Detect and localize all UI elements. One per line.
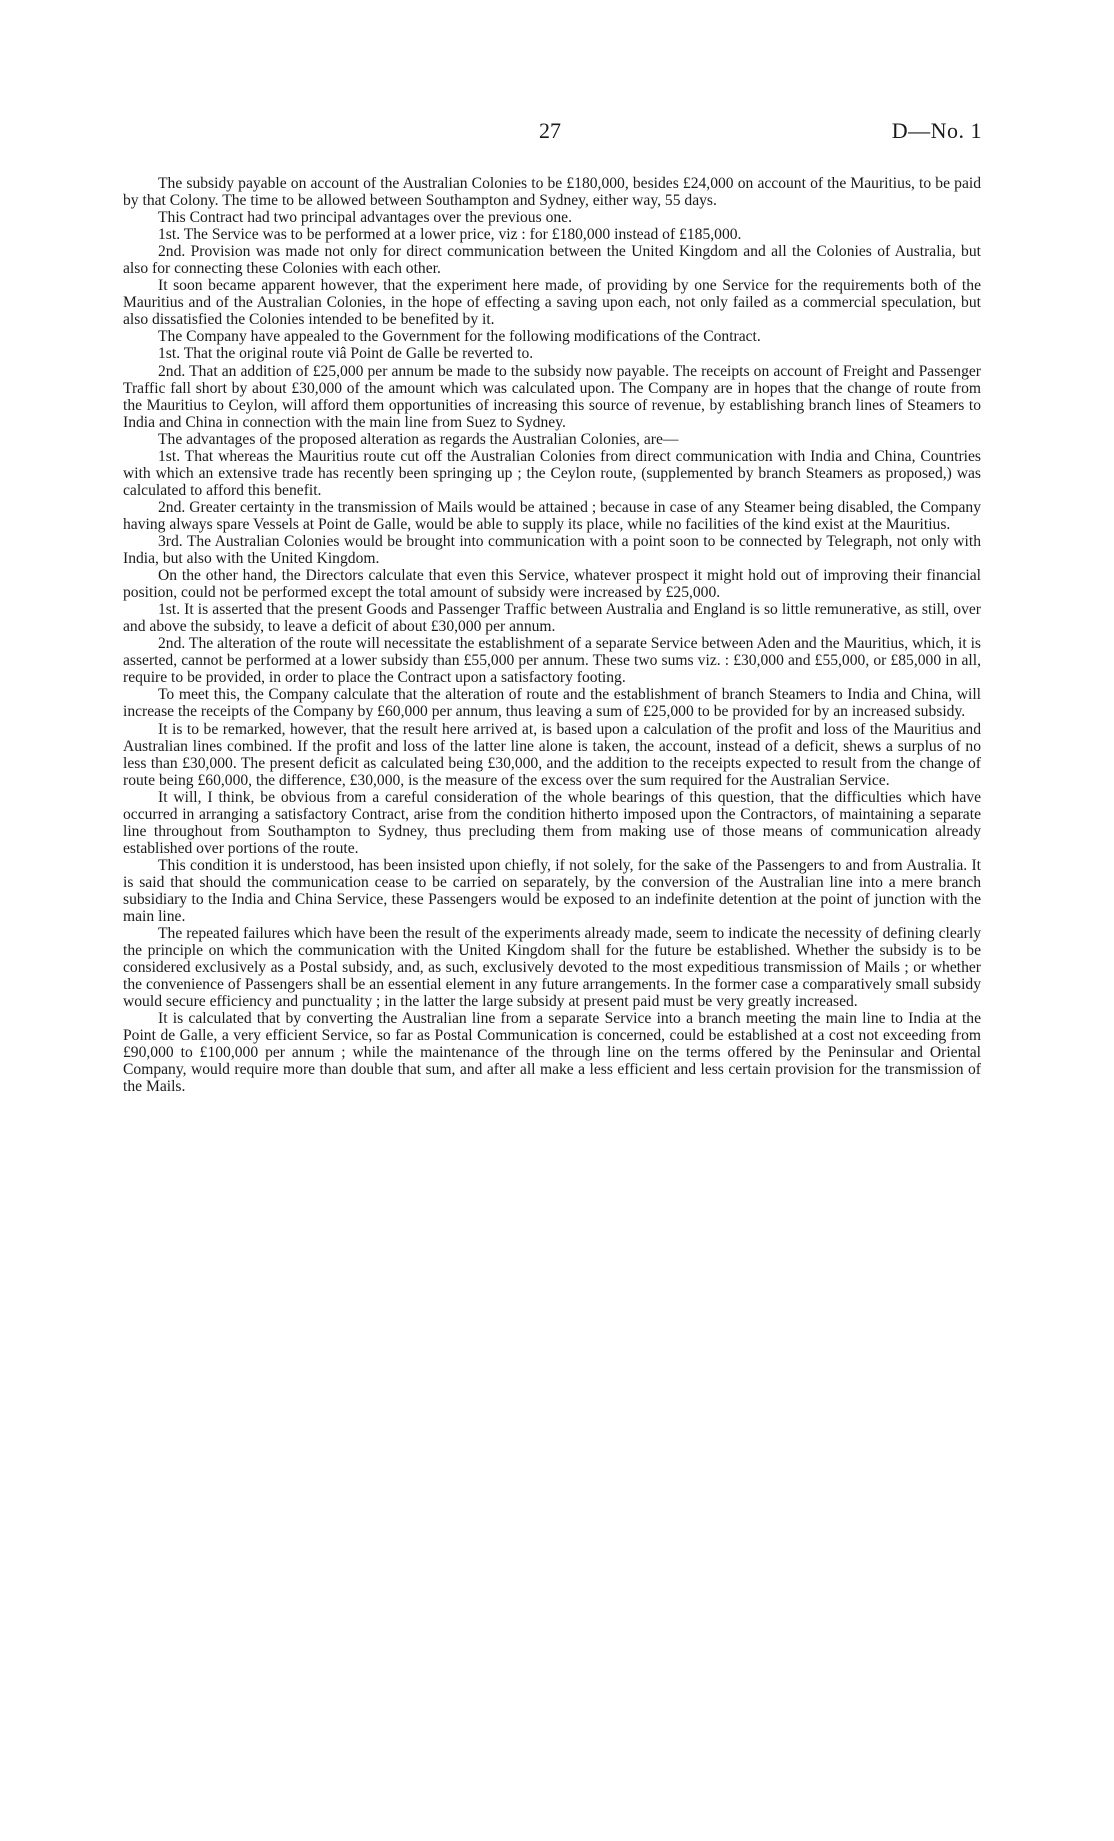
paragraph: 1st. That whereas the Mauritius route cut off the Australian Colonies from direct communication with India and China, Countries with which an extensive trade has recently been springing up ; the Ceylon route, (supplemented by branch Steamers as proposed,) was calculated to afford this benefit.: [123, 447, 981, 499]
page-header: [120, 118, 980, 150]
paragraph: It is to be remarked, however, that the result here arrived at, is based upon a calculation of the profit and loss of the Mauritius and Australian lines combined. If the profit and loss of the latter line alone is taken, the account, instead of a deficit, shews a surplus of no less than £30,000. The present deficit as calculated being £30,000, and the addition to the receipts expected to result from the change of route being £60,000, the difference, £30,000, is the measure of the excess over the sum required for the Australian Service.: [123, 720, 981, 789]
paragraph: It is calculated that by converting the Australian line from a separate Service into a branch meeting the main line to India at the Point de Galle, a very efficient Service, so far as Postal Communication is concerned, could be established at a cost not exceeding from £90,000 to £100,000 per annum ; while the maintenance of the through line on the terms offered by the Peninsular and Oriental Company, would require more than double that sum, and after all make a less efficient and less certain provision for the transmission of the Mails.: [123, 1010, 981, 1096]
page-number: 27: [539, 118, 561, 143]
document-body: [123, 175, 981, 1096]
paragraph: 1st. The Service was to be performed at a lower price, viz : for £180,000 instead of £185,000.: [158, 226, 742, 244]
paragraph: This condition it is understood, has been insisted upon chiefly, if not solely, for the sake of the Passengers to and from Australia. It is said that should the communication cease to be carried on separately, by the conversion of the Australian line into a mere branch subsidiary to the India and China Service, these Passengers would be exposed to an indefinite detention at the point of junction with the main line.: [123, 856, 981, 926]
paragraph: The Company have appealed to the Government for the following modifications of the Contract.: [158, 328, 761, 346]
paragraph: This Contract had two principal advantages over the previous one.: [158, 209, 572, 227]
paragraph: 1st. That the original route viâ Point de Galle be reverted to.: [158, 345, 534, 363]
paragraph: 2nd. Greater certainty in the transmission of Mails would be attained ; because in case of any Steamer being disabled, the Company having always spare Vessels at Point de Galle, would be able to supply its place, while no facilities of the kind exist at the Mauritius.: [123, 498, 981, 533]
paragraph: On the other hand, the Directors calculate that even this Service, whatever prospect it might hold out of improving their financial position, could not be performed except the total amount of subsidy were increased by £25,000.: [123, 567, 981, 602]
paragraph: The repeated failures which have been the result of the experiments already made, seem to indicate the necessity of defining clearly the principle on which the communication with the United Kingdom shall for the future be established. Whether the subsidy is to be considered exclusively as a Postal subsidy, and, as such, exclusively devoted to the most expeditious transmission of Mails ; or whether the convenience of Passengers shall be an essential element in any future arrangements. In the former case a comparatively small subsidy would secure efficiency and punctuality ; in the latter the large subsidy at present paid must be very greatly increased.: [123, 925, 981, 1011]
paragraph: 2nd. That an addition of £25,000 per annum be made to the subsidy now payable. The receipts on account of Freight and Passenger Traffic fall short by about £30,000 of the amount which was calculated upon. The Company are in hopes that the change of route from the Mauritius to Ceylon, will afford them opportunities of increasing this source of revenue, by establishing branch lines of Steamers to India and China in connection with the main line from Suez to Sydney.: [123, 362, 981, 431]
paragraph: 2nd. Provision was made not only for direct communication between the United Kingdom and all the Colonies of Australia, but also for connecting these Colonies with each other.: [123, 243, 981, 278]
paragraph: The subsidy payable on account of the Australian Colonies to be £180,000, besides £24,000 on account of the Mauritius, to be paid by that Colony. The time to be allowed between Southampton and Sydney, either way, 55 days.: [123, 175, 981, 210]
paragraph: It soon became apparent however, that the experiment here made, of providing by one Service for the requirements both of the Mauritius and of the Australian Colonies, in the hope of effecting a saving upon each, not only failed as a commercial speculation, but also dissatisfied the Colonies intended to be benefited by it.: [123, 277, 981, 329]
paragraph: 3rd. The Australian Colonies would be brought into communication with a point soon to be connected by Telegraph, not only with India, but also with the United Kingdom.: [123, 532, 981, 568]
document-reference: D—No. 1: [891, 118, 982, 143]
paragraph: It will, I think, be obvious from a careful consideration of the whole bearings of this question, that the difficulties which have occurred in arranging a satisfactory Contract, arise from the condition hitherto imposed upon the Contractors, of maintaining a separate line throughout from Southampton to Sydney, thus precluding them from making use of those means of communication already established over portions of the route.: [123, 788, 981, 857]
paragraph: The advantages of the proposed alteration as regards the Australian Colonies, are—: [158, 430, 679, 448]
paragraph: 1st. It is asserted that the present Goods and Passenger Traffic between Australia and England is so little remunerative, as still, over and above the subsidy, to leave a deficit of about £30,000 per annum.: [123, 601, 981, 636]
paragraph: 2nd. The alteration of the route will necessitate the establishment of a separate Service between Aden and the Mauritius, which, it is asserted, cannot be performed at a lower subsidy than £55,000 per annum. These two sums viz. : £30,000 and £55,000, or £85,000 in all, require to be provided, in order to place the Contract upon a satisfactory footing.: [123, 635, 981, 687]
paragraph: To meet this, the Company calculate that the alteration of route and the establishment of branch Steamers to India and China, will increase the receipts of the Company by £60,000 per annum, thus leaving a sum of £25,000 to be provided for by an increased subsidy.: [123, 686, 981, 721]
